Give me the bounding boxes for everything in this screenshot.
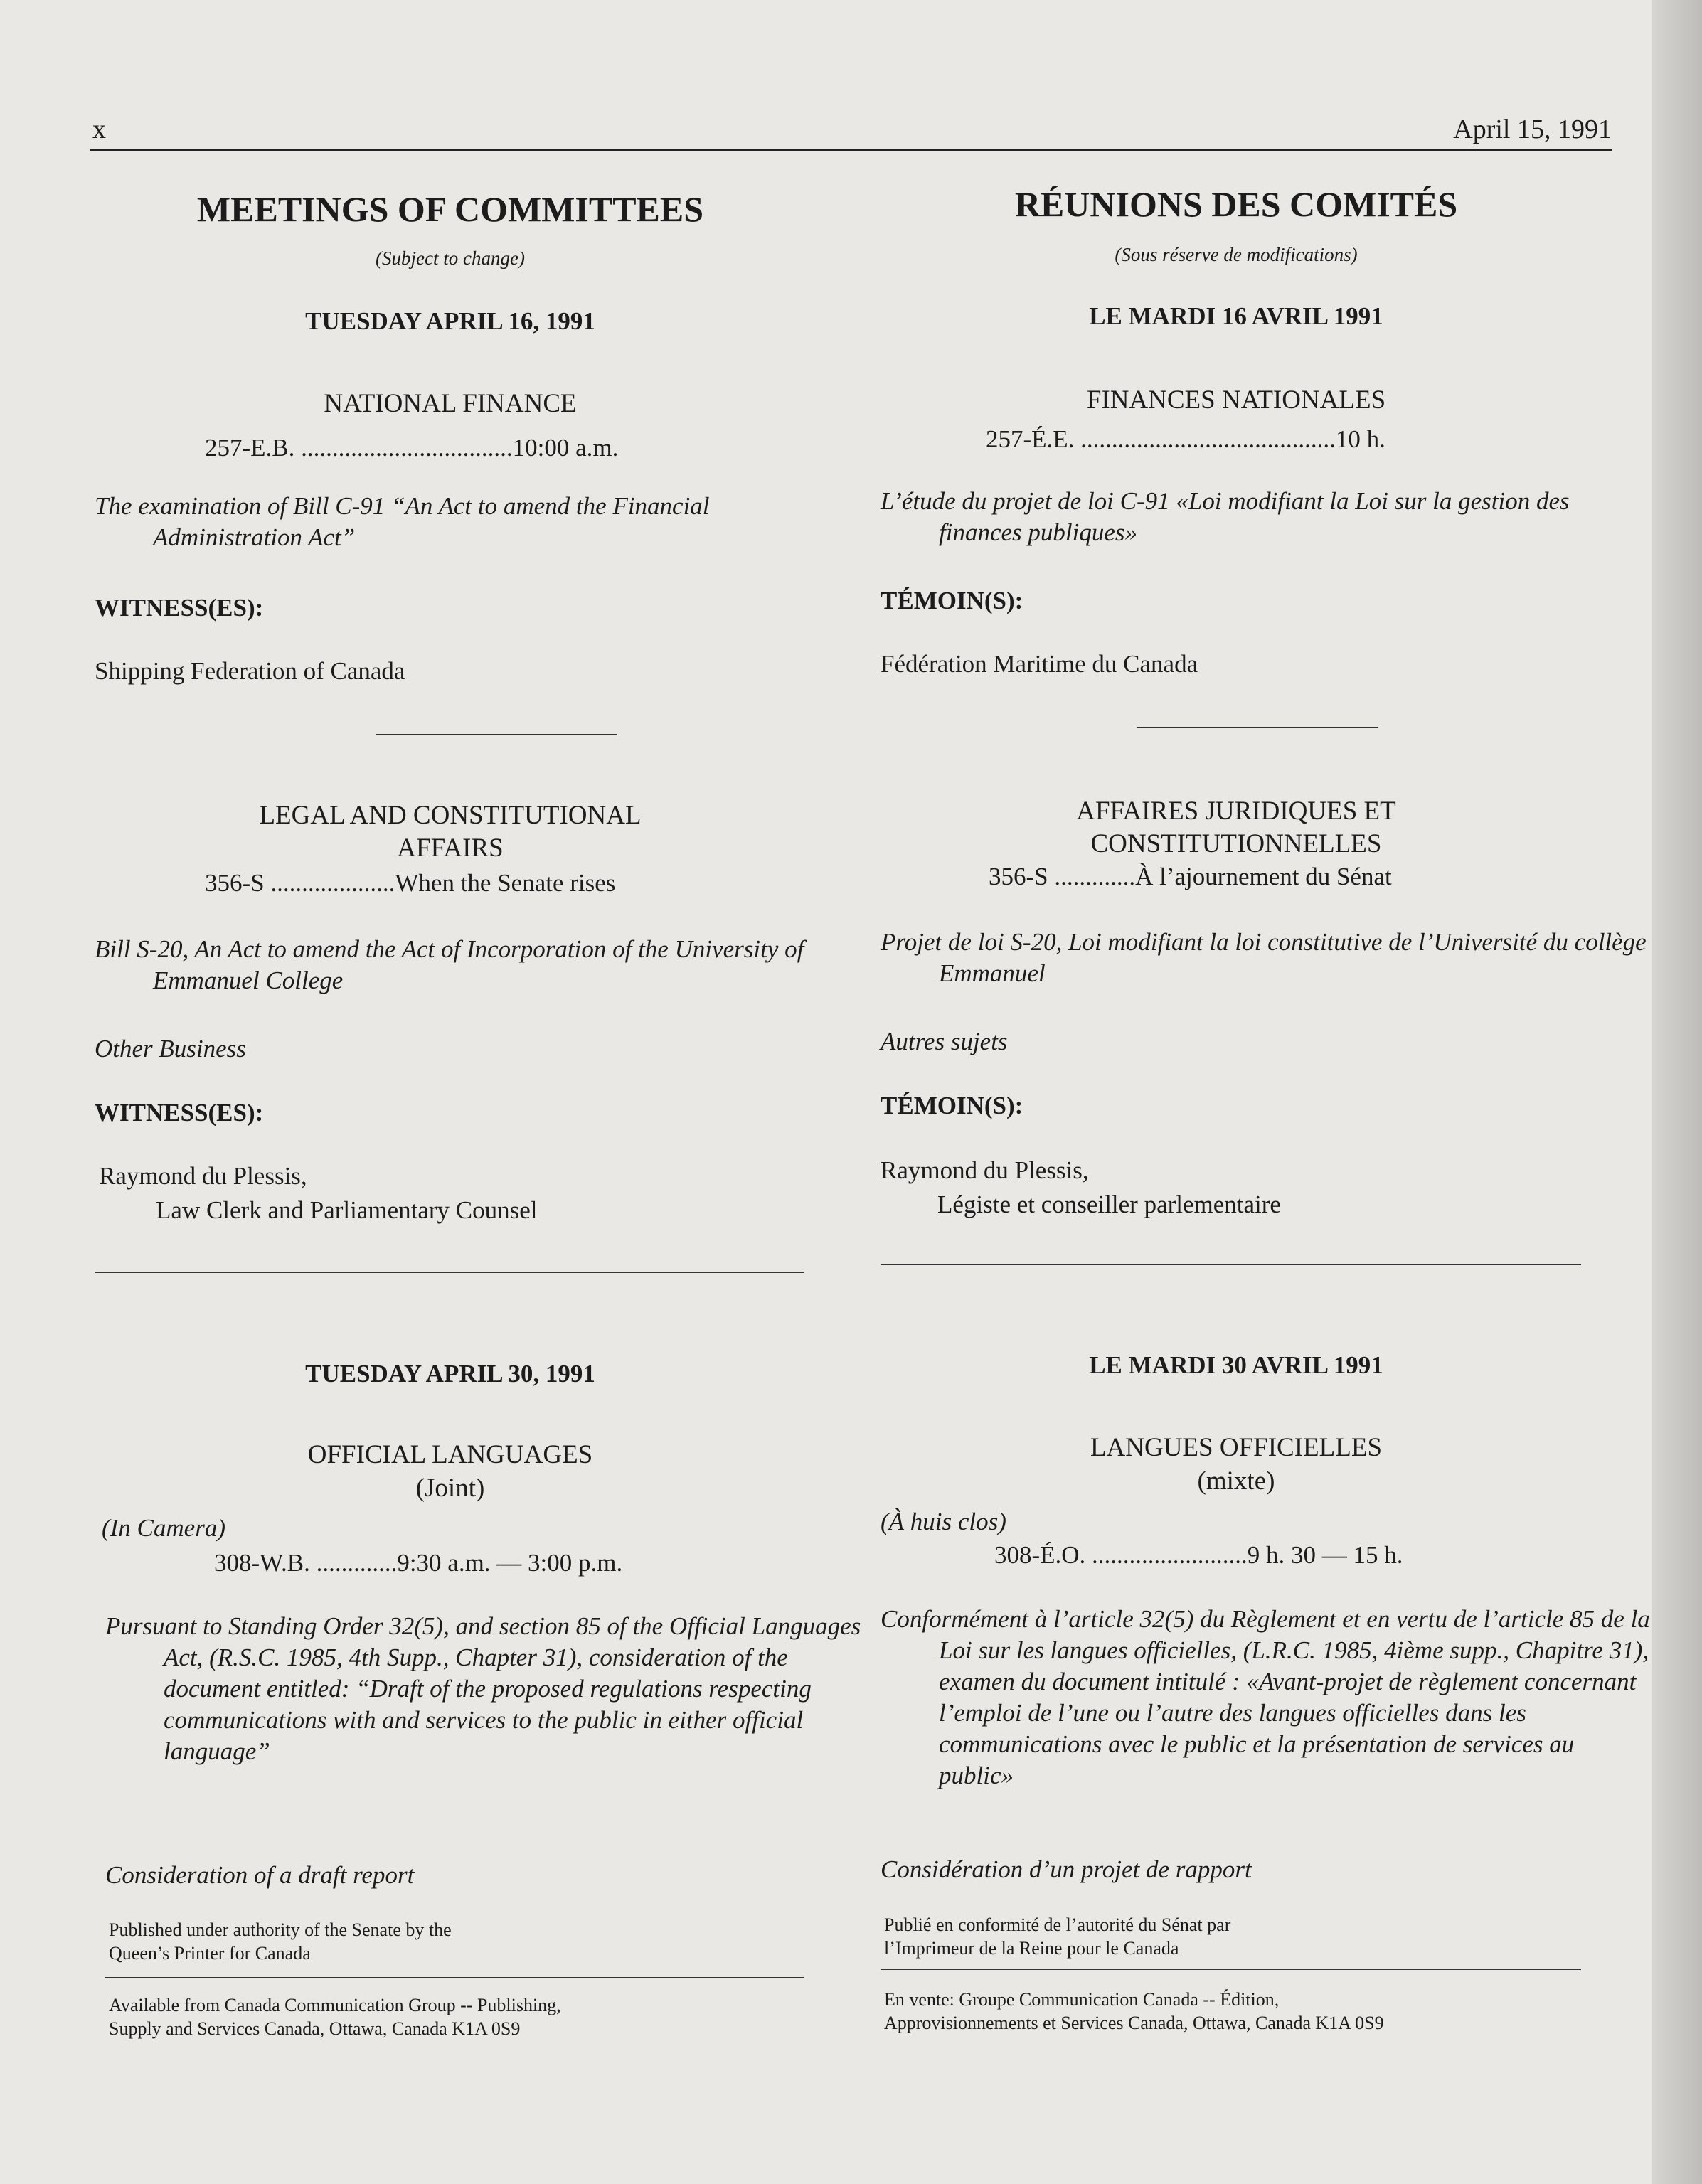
committee-name: OFFICIAL LANGUAGES	[307, 1440, 593, 1469]
witness: Shipping Federation of Canada	[95, 657, 405, 685]
page-title: MEETINGS OF COMMITTEES	[196, 189, 704, 229]
committee-joint: (Joint)	[415, 1474, 485, 1503]
witness-title: Law Clerk and Parliamentary Counsel	[156, 1196, 538, 1224]
room-time: 356-S .............À l’ajournement du Sénat	[989, 863, 1392, 890]
other-business: Autres sujets	[881, 1028, 1008, 1055]
availability-notice	[109, 1993, 561, 2040]
in-camera-note: (In Camera)	[102, 1514, 225, 1542]
room-time: 257-É.E. .........................................10 h.	[986, 425, 1385, 453]
committee-name-line: CONSTITUTIONNELLES	[1090, 829, 1382, 858]
meeting-description: Projet de loi S-20, Loi modifiant la loi constitutive de l’Université du collège Emmanuel	[881, 928, 1647, 987]
publication-line: Queen’s Printer for Canada	[109, 1943, 311, 1964]
committee-name: NATIONAL FINANCE	[324, 389, 577, 418]
committee-name	[881, 795, 1592, 861]
page-subtitle: (Subject to change)	[376, 247, 525, 269]
page-title: RÉUNIONS DES COMITÉS	[1014, 184, 1458, 224]
in-camera-note: (À huis clos)	[881, 1508, 1006, 1535]
committee-name	[95, 799, 806, 865]
witness-label: WITNESS(ES):	[95, 594, 264, 622]
committee-name: FINANCES NATIONALES	[1086, 385, 1386, 415]
meeting-date: TUESDAY APRIL 30, 1991	[305, 1360, 595, 1387]
witness	[881, 1154, 1281, 1222]
meeting-date: LE MARDI 30 AVRIL 1991	[1089, 1351, 1383, 1379]
publication-line: Published under authority of the Senate by the	[109, 1919, 452, 1940]
publication-notice	[109, 1918, 452, 1965]
witness	[99, 1159, 538, 1227]
witness: Fédération Maritime du Canada	[881, 650, 1198, 678]
witness-label: WITNESS(ES):	[95, 1099, 264, 1126]
availability-line: Supply and Services Canada, Ottawa, Canada K1A 0S9	[109, 2018, 521, 2039]
availability-notice	[884, 1988, 1384, 2035]
witness-label: TÉMOIN(S):	[881, 587, 1023, 614]
meeting-date: TUESDAY APRIL 16, 1991	[305, 307, 595, 335]
page-subtitle: (Sous réserve de modifications)	[1115, 244, 1358, 265]
publication-notice	[884, 1913, 1230, 1960]
page-edge-shadow	[1652, 0, 1702, 2184]
witness-name: Raymond du Plessis,	[881, 1156, 1089, 1184]
committee-name-line: AFFAIRS	[397, 833, 504, 863]
meeting-description: The examination of Bill C-91 “An Act to amend the Financial Administration Act”	[95, 492, 710, 551]
witness-name: Raymond du Plessis,	[99, 1162, 307, 1190]
separator	[376, 734, 617, 735]
separator	[105, 1977, 804, 1978]
separator	[881, 1264, 1581, 1265]
meeting-description: Bill S-20, An Act to amend the Act of Incorporation of the University of Emmanuel College	[95, 935, 804, 994]
committee-joint: (mixte)	[1197, 1466, 1275, 1496]
publication-line: Publié en conformité de l’autorité du Sénat par	[884, 1914, 1231, 1935]
availability-line: Available from Canada Communication Group -- Publishing,	[109, 1995, 561, 2015]
meeting-agenda: Consideration of a draft report	[105, 1861, 415, 1889]
publication-line: l’Imprimeur de la Reine pour le Canada	[884, 1938, 1179, 1959]
availability-line: Approvisionnements et Services Canada, Ottawa, Canada K1A 0S9	[884, 2013, 1384, 2033]
room-time: 356-S ....................When the Senate rises	[205, 869, 616, 897]
other-business: Other Business	[95, 1035, 246, 1062]
meeting-description: Conformément à l’article 32(5) du Règlement et en vertu de l’article 85 de la Loi sur les langues officielles, (L.R.C. 1985, 4ième supp., Chapitre 31), examen du document intitulé : «Avant-projet de règlement concernant l’emploi de l’une ou l’autre des langues officielles dans les communications avec le public et la présentation de services au public»	[881, 1605, 1650, 1789]
page-number: x	[92, 114, 106, 144]
room-time: 308-W.B. .............9:30 a.m. — 3:00 p.m.	[214, 1549, 623, 1577]
room-time: 308-É.O. .........................9 h. 30 — 15 h.	[994, 1541, 1403, 1569]
meeting-description: Pursuant to Standing Order 32(5), and section 85 of the Official Languages Act, (R.S.C. 1985, 4th Supp., Chapter 31), consideration of the document entitled: “Draft of the proposed regulations respecting communications with and services to the public in either official language”	[105, 1612, 861, 1765]
availability-line: En vente: Groupe Communication Canada -- Édition,	[884, 1989, 1280, 2010]
meeting-description: L’étude du projet de loi C-91 «Loi modifiant la Loi sur la gestion des finances publiques»	[881, 487, 1570, 546]
separator	[881, 1969, 1581, 1970]
page-header	[90, 107, 1612, 151]
committee-name-line: LEGAL AND CONSTITUTIONAL	[259, 801, 642, 830]
separator	[1137, 727, 1378, 728]
room-time: 257-E.B. ..................................10:00 a.m.	[205, 434, 619, 462]
header-date: April 15, 1991	[1453, 114, 1612, 144]
committee-name-line: AFFAIRES JURIDIQUES ET	[1076, 797, 1396, 826]
witness-title: Légiste et conseiller parlementaire	[937, 1190, 1281, 1218]
meeting-date: LE MARDI 16 AVRIL 1991	[1089, 302, 1383, 330]
meeting-agenda: Considération d’un projet de rapport	[881, 1855, 1252, 1883]
committee-name: LANGUES OFFICIELLES	[1090, 1433, 1383, 1462]
separator	[95, 1272, 804, 1273]
witness-label: TÉMOIN(S):	[881, 1092, 1023, 1119]
